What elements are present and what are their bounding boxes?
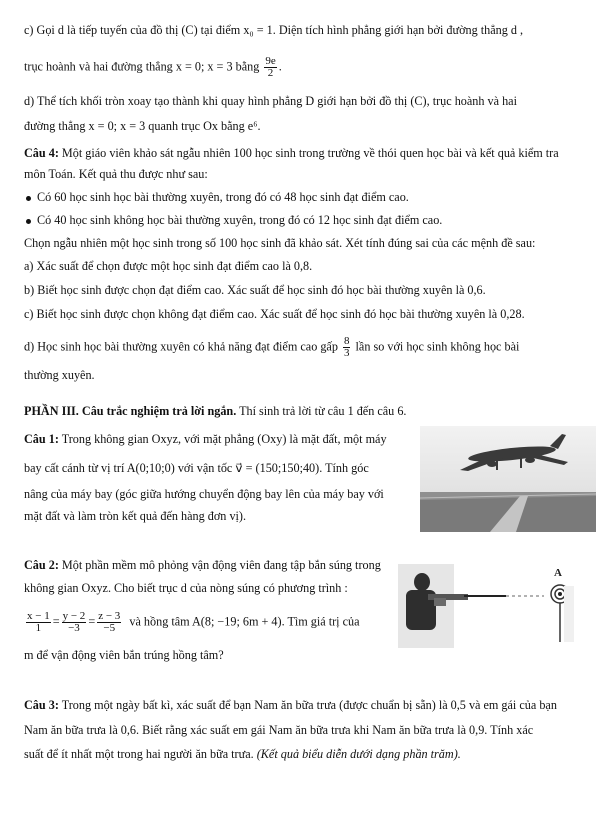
frac-den: −5: [103, 622, 116, 634]
q3-note: (Kết quả biểu diễn dưới dạng phần trăm).: [253, 747, 461, 761]
q2-line-1: [24, 557, 381, 573]
frac-den: 2: [267, 67, 274, 79]
airplane-image: [420, 426, 596, 532]
cau4-c: c) Biết học sinh được chọn không đạt điểm cao. Xác suất để học sinh đó học bài thường xuyên là 0,28.: [24, 307, 525, 321]
q2-label: Câu 2:: [24, 558, 59, 572]
c-line-2: [24, 56, 282, 79]
q3-label: Câu 3:: [24, 698, 59, 712]
fraction-z: [97, 611, 121, 634]
q1-line-3: nâng của máy bay (góc giữa hướng chuyển động bay lên của máy bay với: [24, 487, 384, 501]
bullet-2-text: Có 40 học sinh không học bài thường xuyên, trong đó có 12 học sinh đạt điểm cao.: [37, 213, 443, 227]
cau4-bullet-2: [24, 212, 442, 228]
part3-title: PHẦN III. Câu trắc nghiệm trả lời ngắn.: [24, 404, 237, 418]
frac-num: y − 2: [62, 610, 86, 622]
q1-label: Câu 1:: [24, 432, 59, 446]
cau4-a: a) Xác suất để chọn được một học sinh đạt điểm cao là 0,8.: [24, 259, 313, 273]
fraction-8-3: [343, 336, 351, 359]
q1-text: Trong không gian Oxyz, với mặt phẳng (Oxy) là mặt đất, một máy: [58, 432, 387, 446]
q2-line-3-text: và hồng tâm A(8; −19; 6m + 4). Tìm giá trị của: [129, 614, 360, 629]
q1-line-1: [24, 431, 387, 447]
part3-heading: [24, 403, 406, 419]
cau4-d-text: d) Học sinh học bài thường xuyên có khả năng đạt điểm cao gấp: [24, 339, 338, 354]
bullet-icon: [26, 196, 31, 201]
c-line-2-text: trục hoành và hai đường thẳng x = 0; x = 3 bằng: [24, 59, 260, 74]
cau4-text: Một giáo viên khảo sát ngẫu nhiên 100 học sinh trong trường về thói quen học bài và kết quả kiểm tra: [58, 146, 559, 160]
shooter-image: [394, 556, 594, 648]
frac-num: z − 3: [98, 610, 121, 622]
frac-num: 9e: [265, 55, 276, 67]
frac-den: −3: [68, 622, 80, 634]
frac-den: 1: [35, 622, 42, 634]
frac-num: x − 1: [27, 610, 50, 622]
fraction-9e-2: [264, 56, 276, 79]
q2-line-4: m để vận động viên bắn trúng hồng tâm?: [24, 648, 224, 662]
q3-line-3-text: suất để ít nhất một trong hai người ăn bữa trưa.: [24, 747, 254, 761]
target-label: A: [554, 567, 562, 579]
cau4-line-2: môn Toán. Kết quả thu được như sau:: [24, 167, 208, 181]
cau4-d-line-2: thường xuyên.: [24, 368, 95, 382]
q1-line-2: bay cất cánh từ vị trí A(0;10;0) với vận tốc v⃗ = (150;150;40). Tính góc: [24, 461, 369, 475]
q2-line-2: không gian Oxyz. Cho biết trục d của nòng súng có phương trình :: [24, 581, 348, 595]
q3-line-2: Nam ăn bữa trưa là 0,6. Biết rằng xác suất em gái Nam ăn bữa trưa khi Nam ăn bữa trưa là 0,9. Tính xác: [24, 723, 534, 737]
q3-line-3: [24, 746, 461, 762]
cau4-line-1: [24, 145, 559, 161]
d-line-1: d) Thể tích khối tròn xoay tạo thành khi quay hình phẳng D giới hạn bởi đồ thị (C), trục hoành và hai: [24, 94, 517, 108]
q3-line-1: [24, 697, 557, 713]
bullet-icon: [26, 219, 31, 224]
fraction-x: [26, 611, 51, 634]
cau4-label: Câu 4:: [24, 146, 59, 160]
d-line-2: đường thẳng x = 0; x = 3 quanh trục Ox bằng e⁶.: [24, 119, 261, 133]
c-line-1: c) Gọi d là tiếp tuyến của đồ thị (C) tại điểm x₀ = 1. Diện tích hình phẳng giới hạn bởi đường thẳng d ,: [24, 23, 524, 37]
q1-line-4: mặt đất và làm tròn kết quả đến hàng đơn vị).: [24, 509, 247, 523]
cau4-d-line-1: [24, 336, 519, 359]
q3-text: Trong một ngày bất kì, xác suất để bạn Nam ăn bữa trưa (được chuẩn bị sẵn) là 0,5 và em gái của bạn: [58, 698, 557, 712]
q2-line-3: $\frac{x - 1}{1}$ = $\frac{y - 2}{-3}$ = $\frac{z - 3}{-5}$ và hồng tâm A(8; −19; 6m + 4). Tìm giá trị của: [27, 610, 360, 634]
fraction-y: [62, 611, 87, 634]
c-line-2-end: .: [278, 59, 282, 74]
frac-num: 8: [343, 335, 350, 347]
cau4-bullet-1: [24, 189, 409, 205]
q2-text: Một phần mềm mô phỏng vận động viên đang tập bắn súng trong: [58, 558, 381, 572]
frac-den: 3: [343, 347, 350, 359]
part3-desc: Thí sinh trả lời từ câu 1 đến câu 6.: [236, 404, 407, 418]
cau4-line-3: Chọn ngẫu nhiên một học sinh trong số 100 học sinh đã khảo sát. Xét tính đúng sai của các mệnh đề sau:: [24, 236, 536, 250]
cau4-b: b) Biết học sinh được chọn đạt điểm cao. Xác suất để học sinh đó học bài thường xuyên là 0,6.: [24, 283, 486, 297]
cau4-d-text-2: lần so với học sinh không học bài: [355, 339, 520, 354]
bullet-1-text: Có 60 học sinh học bài thường xuyên, trong đó có 48 học sinh đạt điểm cao.: [37, 190, 409, 204]
